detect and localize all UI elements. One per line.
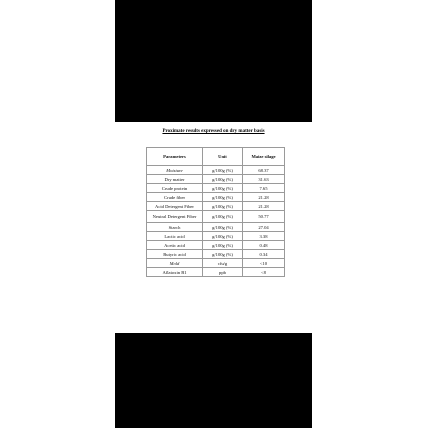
table-row	[147, 250, 285, 259]
value-cell: 7.65	[243, 184, 285, 193]
unit-cell: g/100g (%)	[203, 211, 243, 223]
document-title: Proximate results expressed on dry matter basis	[162, 129, 265, 134]
parameter-cell: Lactic acid	[147, 232, 203, 241]
unit-cell: g/100g (%)	[203, 193, 243, 202]
parameter-cell: Crude protein	[147, 184, 203, 193]
parameter-cell: Moisture	[147, 166, 203, 175]
parameter-cell: Acetic acid	[147, 241, 203, 250]
value-cell: 21.28	[243, 202, 285, 211]
unit-cell: g/100g (%)	[203, 166, 243, 175]
table-row	[147, 241, 285, 250]
parameter-cell: Starch	[147, 223, 203, 232]
bottom-black-area	[115, 333, 312, 428]
table-row	[147, 202, 285, 211]
parameter-cell: Aflatoxin B1	[147, 268, 203, 277]
header-maize-silage: Maize silage	[243, 148, 285, 166]
table-row	[147, 268, 285, 277]
value-cell: <8	[243, 268, 285, 277]
table-row	[147, 223, 285, 232]
table-row	[147, 259, 285, 268]
unit-cell: g/100g (%)	[203, 175, 243, 184]
table-header-row	[147, 148, 285, 166]
value-cell: 27.04	[243, 223, 285, 232]
unit-cell: g/100g (%)	[203, 202, 243, 211]
parameter-cell: Butyric acid	[147, 250, 203, 259]
parameter-cell: Mold	[147, 259, 203, 268]
unit-cell: g/100g (%)	[203, 241, 243, 250]
header-unit: Unit	[203, 148, 243, 166]
unit-cell: cfu/g	[203, 259, 243, 268]
value-cell: 50.77	[243, 211, 285, 223]
table-row	[147, 193, 285, 202]
value-cell: 31.63	[243, 175, 285, 184]
top-black-area	[115, 0, 312, 122]
parameter-cell: Crude fiber	[147, 193, 203, 202]
unit-cell: g/100g (%)	[203, 250, 243, 259]
value-cell: 3.38	[243, 232, 285, 241]
table-row	[147, 184, 285, 193]
table-row	[147, 211, 285, 223]
document-image	[115, 122, 312, 333]
unit-cell: ppb	[203, 268, 243, 277]
table-row	[147, 166, 285, 175]
unit-cell: g/100g (%)	[203, 232, 243, 241]
parameter-cell: Acid Detergent Fiber	[147, 202, 203, 211]
header-parameters: Parameters	[147, 148, 203, 166]
table-row	[147, 232, 285, 241]
parameter-cell: Dry matter	[147, 175, 203, 184]
table-row	[147, 175, 285, 184]
proximate-results-table	[146, 147, 285, 277]
value-cell: 0.34	[243, 250, 285, 259]
parameter-cell: Neutral Detergent Fiber	[147, 211, 203, 223]
value-cell: <10	[243, 259, 285, 268]
value-cell: 68.37	[243, 166, 285, 175]
value-cell: 21.28	[243, 193, 285, 202]
value-cell: 0.48	[243, 241, 285, 250]
unit-cell: g/100g (%)	[203, 184, 243, 193]
unit-cell: g/100g (%)	[203, 223, 243, 232]
